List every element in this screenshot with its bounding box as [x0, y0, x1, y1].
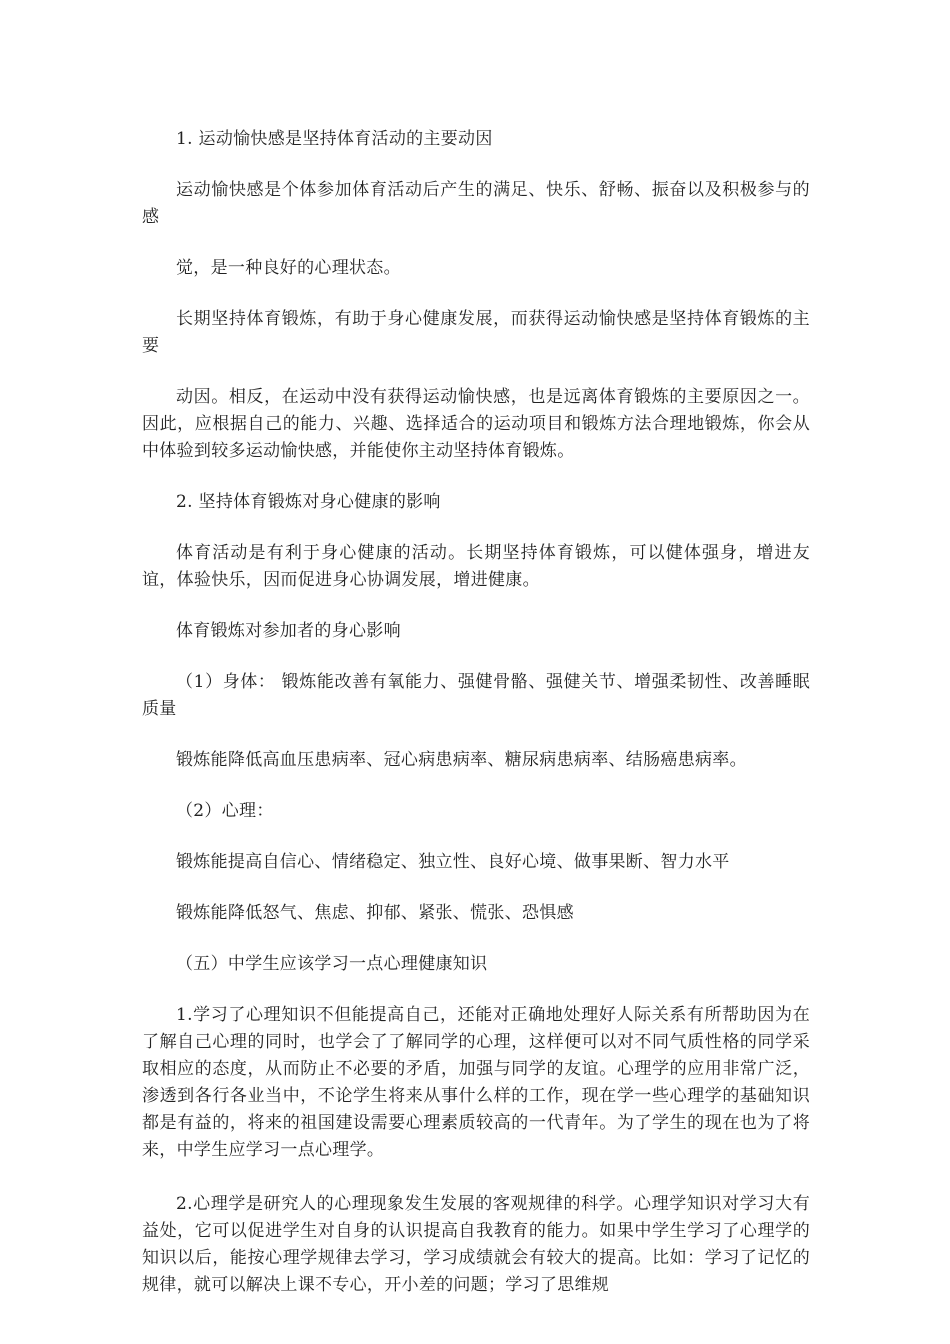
paragraph: 体育锻炼对参加者的身心影响 [176, 621, 401, 641]
paragraph: 运动愉快感是个体参加体育活动后产生的满足、快乐、舒畅、振奋以及积极参与的感 [142, 180, 810, 227]
heading-exercise-health-impact: 2. 坚持体育锻炼对身心健康的影响 [176, 492, 441, 512]
paragraph: 1.学习了心理知识不但能提高自己，还能对正确地处理好人际关系有所帮助因为在了解自己心理的同时，也学会了了解同学的心理，这样便可以对不同气质性格的同学采取相应的态度，从而防止不必要的矛盾，加强与同学的友谊。心理学的应用非常广泛，渗透到各行各业当中，不论学生将来从事什么样的工作，现在学一些心理学的基础知识都是有益的，将来的祖国建设需要心理素质较高的一代青年。为了学生的现在也为了将来，中学生应学习一点心理学。 [142, 1005, 810, 1160]
paragraph: 觉，是一种良好的心理状态。 [176, 258, 401, 278]
list-item-psychological: （2）心理： [176, 801, 274, 821]
paragraph: 锻炼能降低高血压患病率、冠心病患病率、糖尿病患病率、结肠癌患病率。 [176, 750, 747, 770]
section-heading-psychology: （五）中学生应该学习一点心理健康知识 [176, 954, 488, 974]
paragraph: 锻炼能提高自信心、情绪稳定、独立性、良好心境、做事果断、智力水平 [176, 852, 730, 872]
paragraph: 动因。相反，在运动中没有获得运动愉快感，也是远离体育锻炼的主要原因之一。因此，应根据自己的能力、兴趣、选择适合的运动项目和锻炼方法合理地锻炼，你会从中体验到较多运动愉快感，并能使你主动坚持体育锻炼。 [142, 387, 810, 461]
list-item-physical: （1）身体： 锻炼能改善有氧能力、强健骨骼、强健关节、增强柔韧性、改善睡眠质量 [142, 672, 810, 719]
paragraph: 体育活动是有利于身心健康的活动。长期坚持体育锻炼，可以健体强身，增进友谊，体验快乐，因而促进身心协调发展，增进健康。 [142, 543, 810, 590]
heading-exercise-pleasure: 1. 运动愉快感是坚持体育活动的主要动因 [176, 129, 493, 149]
paragraph: 长期坚持体育锻炼，有助于身心健康发展，而获得运动愉快感是坚持体育锻炼的主要 [142, 309, 810, 356]
paragraph: 2.心理学是研究人的心理现象发生发展的客观规律的科学。心理学知识对学习大有益处，它可以促进学生对自身的认识提高自我教育的能力。如果中学生学习了心理学的知识以后，能按心理学规律去学习，学习成绩就会有较大的提高。比如：学习了记忆的规律，就可以解决上课不专心，开小差的问题；学习了思维规 [142, 1194, 810, 1295]
paragraph: 锻炼能降低怒气、焦虑、抑郁、紧张、慌张、恐惧感 [176, 903, 574, 923]
